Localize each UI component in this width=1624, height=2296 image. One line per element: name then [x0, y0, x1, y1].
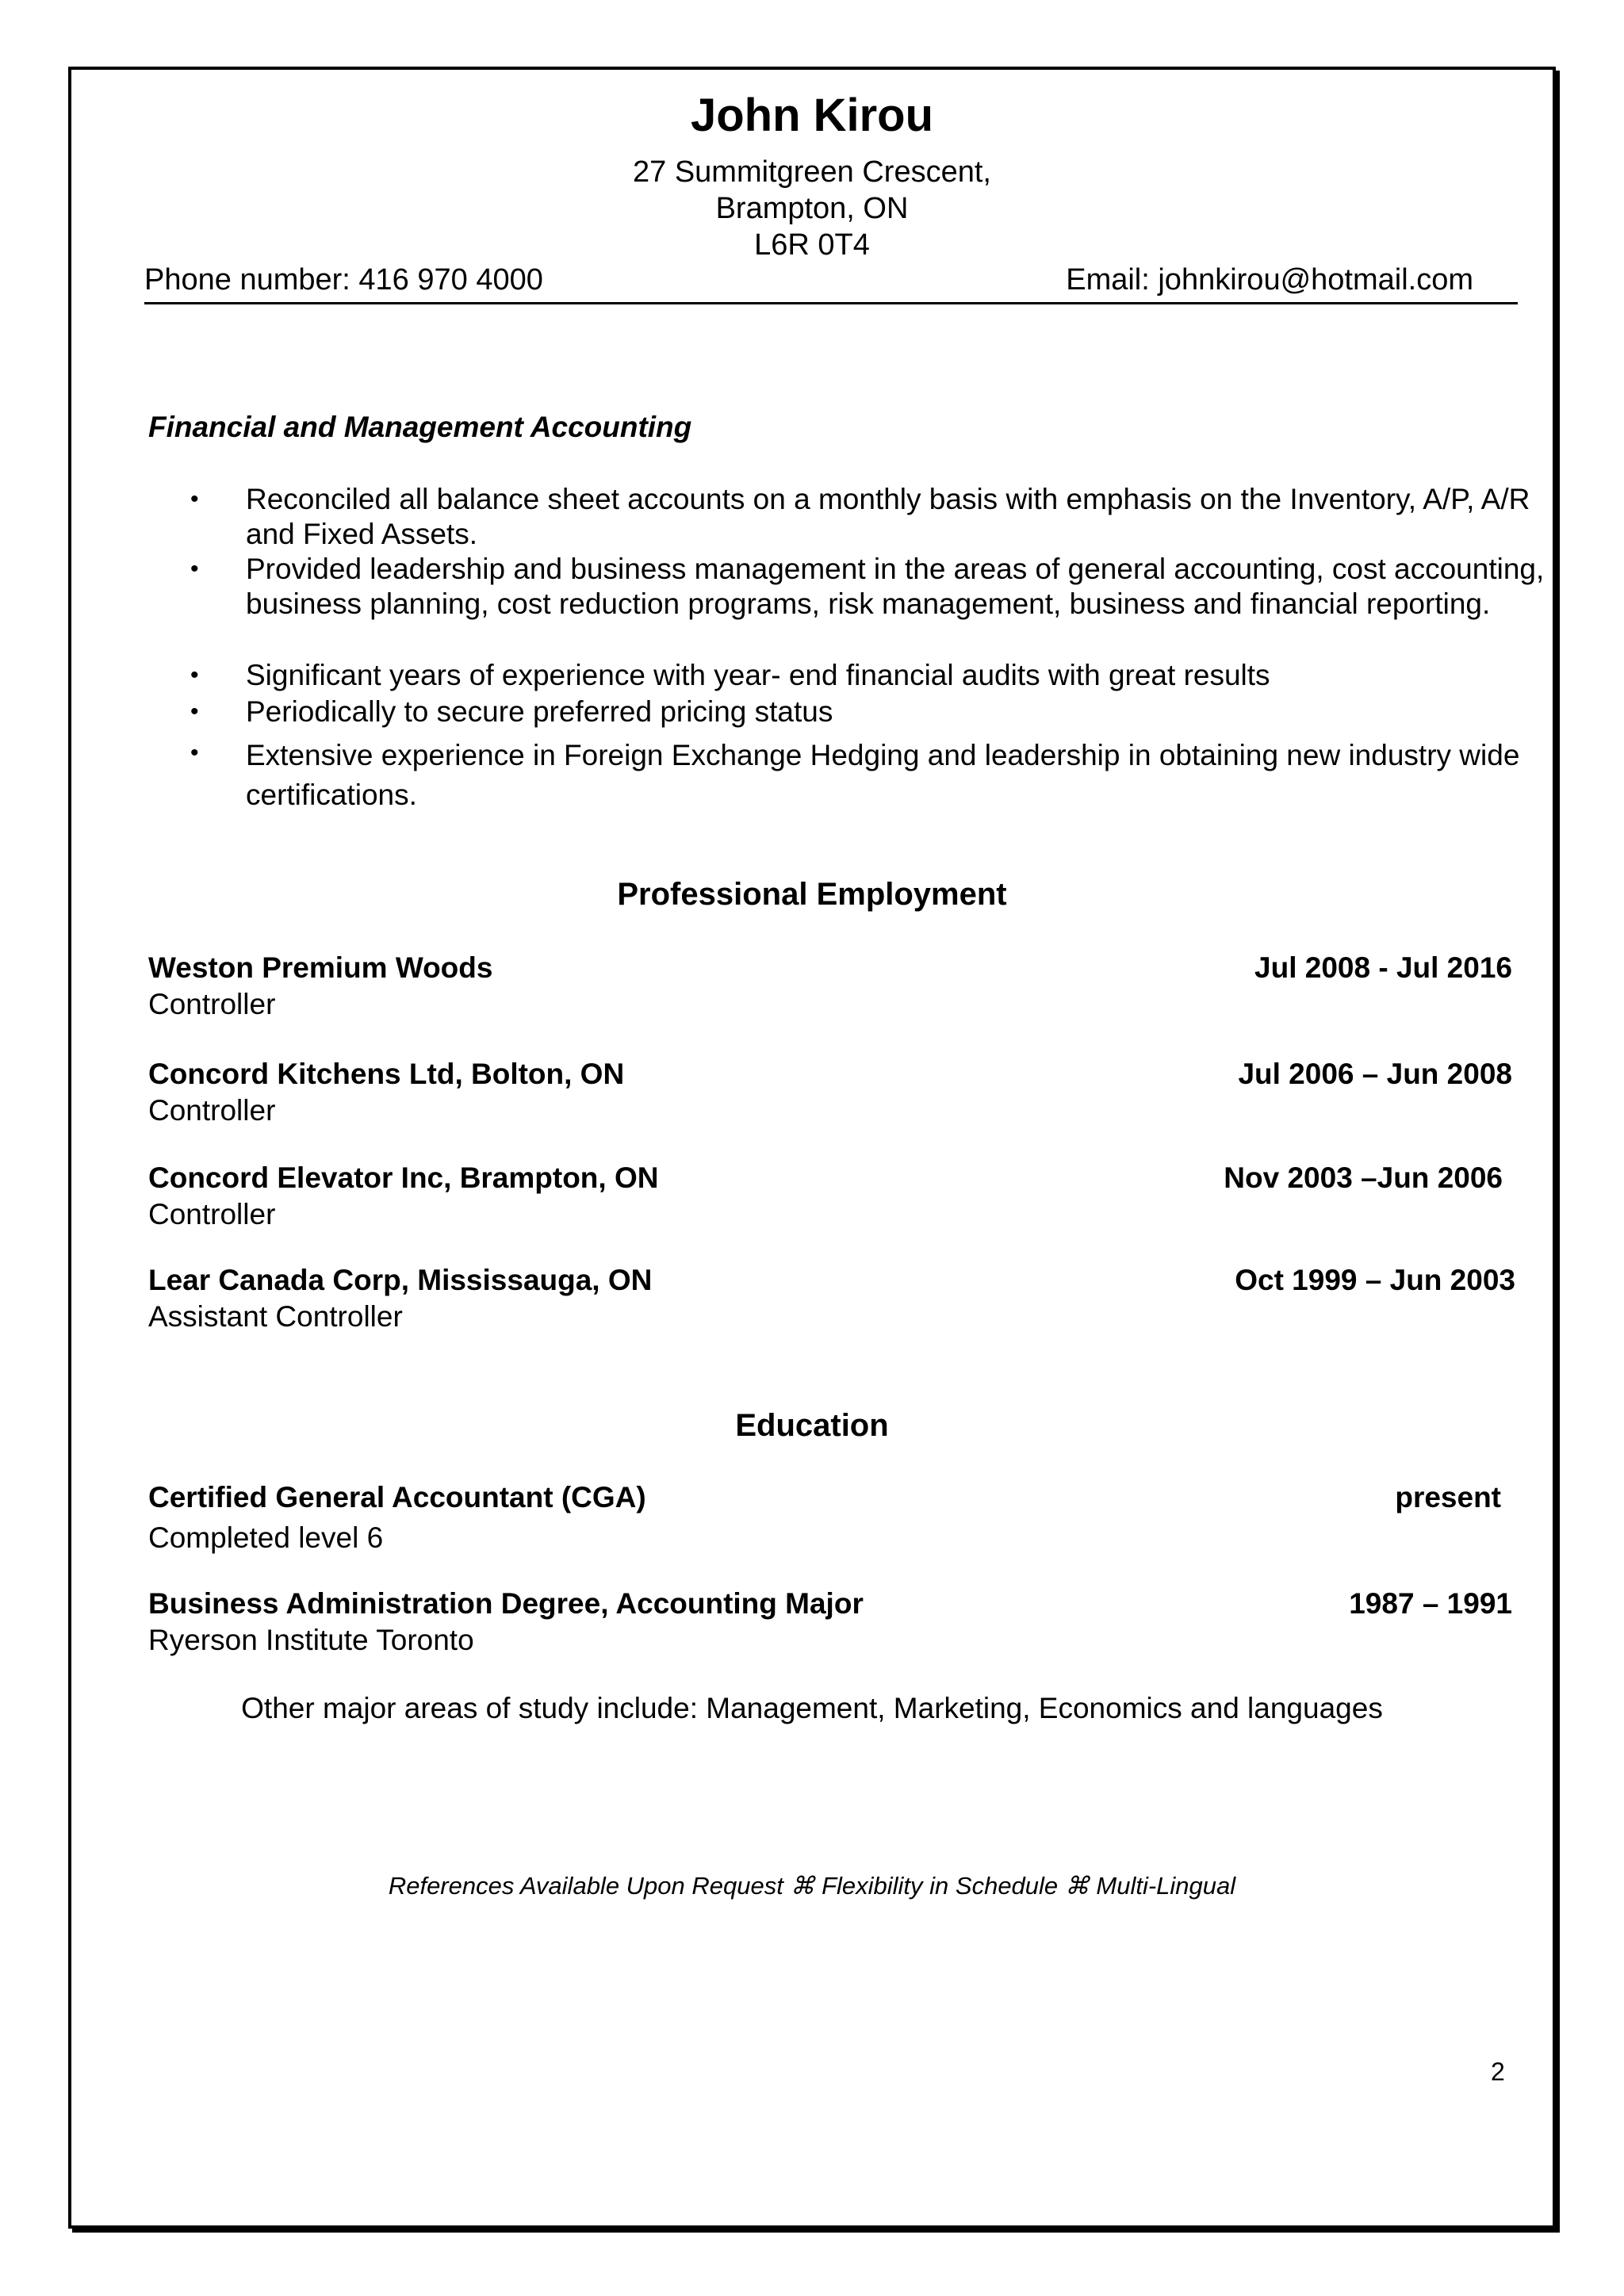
job-title: Assistant Controller — [148, 1300, 403, 1333]
page-border — [68, 67, 1556, 2229]
job-dates: Oct 1999 – Jun 2003 — [1235, 1264, 1515, 1296]
footer-tagline: References Available Upon Request ⌘ Flexibility in Schedule ⌘ Multi-Lingual — [388, 1872, 1236, 1900]
bullet-icon: • — [190, 486, 199, 512]
credential-name: Certified General Accountant (CGA) — [148, 1481, 646, 1513]
company-name: Weston Premium Woods — [148, 951, 493, 984]
bullet-text: Extensive experience in Foreign Exchange Hedging and leadership in obtaining new industry wide certifications. — [246, 739, 1520, 811]
address-line-1: 27 Summitgreen Crescent, — [633, 155, 991, 189]
job-dates: Nov 2003 –Jun 2006 — [1224, 1161, 1503, 1194]
bullet-icon: • — [190, 740, 199, 766]
address-line-3: L6R 0T4 — [754, 228, 870, 262]
credential-detail: Ryerson Institute Toronto — [148, 1624, 474, 1656]
header-divider — [144, 302, 1518, 304]
job-title: Controller — [148, 988, 276, 1020]
bullet-text: Reconciled all balance sheet accounts on a monthly basis with emphasis on the Inventory, A/P, A/R and Fixed Assets. — [246, 483, 1530, 550]
credential-name: Business Administration Degree, Accounting Major — [148, 1587, 864, 1620]
credential-detail: Completed level 6 — [148, 1521, 384, 1554]
credential-dates: present — [1395, 1481, 1501, 1513]
job-dates: Jul 2008 - Jul 2016 — [1254, 951, 1512, 984]
contact-row — [144, 263, 1473, 297]
bullet-text: Periodically to secure preferred pricing status — [246, 695, 833, 728]
credential-dates: 1987 – 1991 — [1349, 1587, 1512, 1620]
education-heading: Education — [735, 1408, 889, 1443]
company-name: Concord Kitchens Ltd, Bolton, ON — [148, 1058, 625, 1090]
summary-heading: Financial and Management Accounting — [148, 411, 692, 443]
resume-name: John Kirou — [690, 90, 934, 141]
job-dates: Jul 2006 – Jun 2008 — [1238, 1058, 1512, 1090]
job-title: Controller — [148, 1198, 276, 1230]
bullet-text: Provided leadership and business management in the areas of general accounting, cost accounting, business planning, cost reduction programs, risk management, business and financial reporting. — [246, 553, 1545, 620]
bullet-icon: • — [190, 556, 199, 582]
address-line-2: Brampton, ON — [715, 192, 909, 225]
employment-heading: Professional Employment — [617, 877, 1007, 912]
page-number: 2 — [1491, 2057, 1505, 2086]
bullet-icon: • — [190, 698, 199, 725]
bullet-icon: • — [190, 662, 199, 688]
company-name: Concord Elevator Inc, Brampton, ON — [148, 1161, 659, 1194]
bullet-text: Significant years of experience with year- end financial audits with great results — [246, 659, 1270, 691]
company-name: Lear Canada Corp, Mississauga, ON — [148, 1264, 653, 1296]
other-study-note: Other major areas of study include: Management, Marketing, Economics and languages — [241, 1692, 1383, 1724]
job-title: Controller — [148, 1094, 276, 1127]
phone-number: Phone number: 416 970 4000 — [144, 263, 543, 297]
email-address: Email: johnkirou@hotmail.com — [1066, 263, 1473, 297]
